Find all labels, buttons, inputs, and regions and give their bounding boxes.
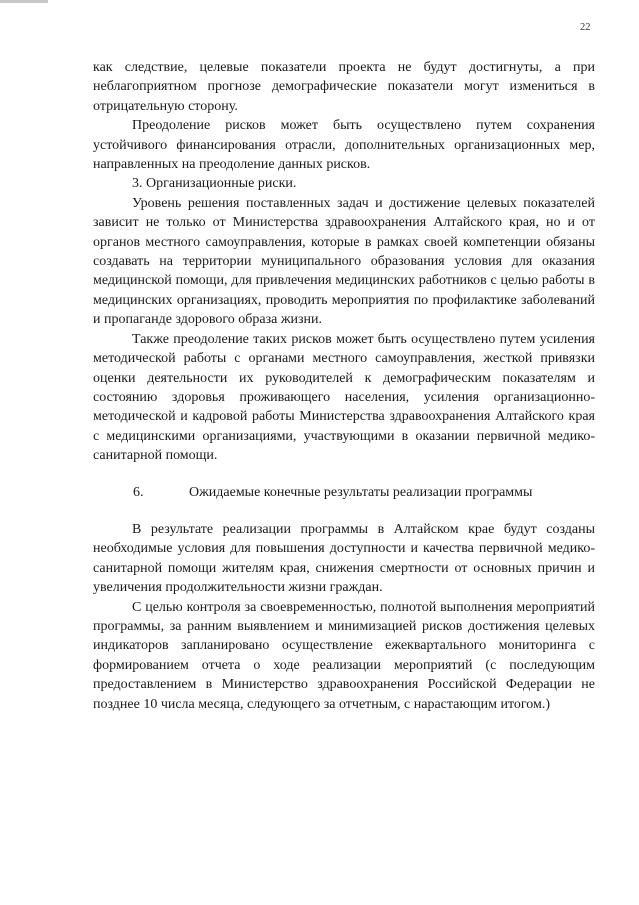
paragraph-organizational-risks: 3. Организационные риски. xyxy=(132,176,297,192)
paragraph-monitoring: С целью контроля за своевременностью, полнотой выполнения мероприятий программы, за ранним выявлением и минимизацией рисков достижения целевых индикаторов запланировано осуществление ежеквартального мониторинга с формированием отчета о ходе реализации мероприятий (с последующим предоставлением в Министерство здравоохранения Российской Федерации не позднее 10 числа месяца, следующего за отчетным, с нарастающим итогом.) xyxy=(93,599,595,712)
section-number: 6. xyxy=(133,484,144,500)
document-body xyxy=(93,58,595,714)
paragraph-continuation: как следствие, целевые показатели проекта не будут достигнуты, а при неблагоприятном прогнозе демографические показатели могут измениться в отрицательную сторону. xyxy=(93,60,595,114)
section-heading xyxy=(93,483,595,502)
paragraph-methodical-work: Также преодоление таких рисков может быть осуществлено путем усиления методической работы с органами местного самоуправления, жесткой привязки оценки деятельности их руководителей к демографическим показателям и состоянию здоровья проживающего населения, усиления организационно-методической и кадровой работы Министерства здравоохранения Алтайского края с медицинскими организациями, участвующими в оказании первичной медико-санитарной помощи. xyxy=(93,331,595,464)
paragraph-expected-results: В результате реализации программы в Алтайском крае будут созданы необходимые условия для повышения доступности и качества первичной медико-санитарной помощи жителям края, снижения смертности от основных причин и увеличения продолжительности жизни граждан. xyxy=(93,521,595,596)
section-title: Ожидаемые конечные результаты реализации программы xyxy=(189,484,533,500)
paragraph-local-government: Уровень решения поставленных задач и достижение целевых показателей зависит не только от Министерства здравоохранения Алтайского края, но и от органов местного самоуправления, которые в рамках своей компетенции обязаны создавать на территории муниципального образования условия для оказания медицинской помощи, для привлечения медицинских работников с целью работы в медицинских организациях, проводить мероприятия по профилактике заболеваний и пропаганде здорового образа жизни. xyxy=(93,195,595,328)
scan-edge-mark xyxy=(0,0,48,3)
page-number: 22 xyxy=(580,22,591,33)
paragraph-risk-mitigation: Преодоление рисков может быть осуществлено путем сохранения устойчивого финансирования отрасли, дополнительных организационных мер, направленных на преодоление данных рисков. xyxy=(93,118,595,173)
